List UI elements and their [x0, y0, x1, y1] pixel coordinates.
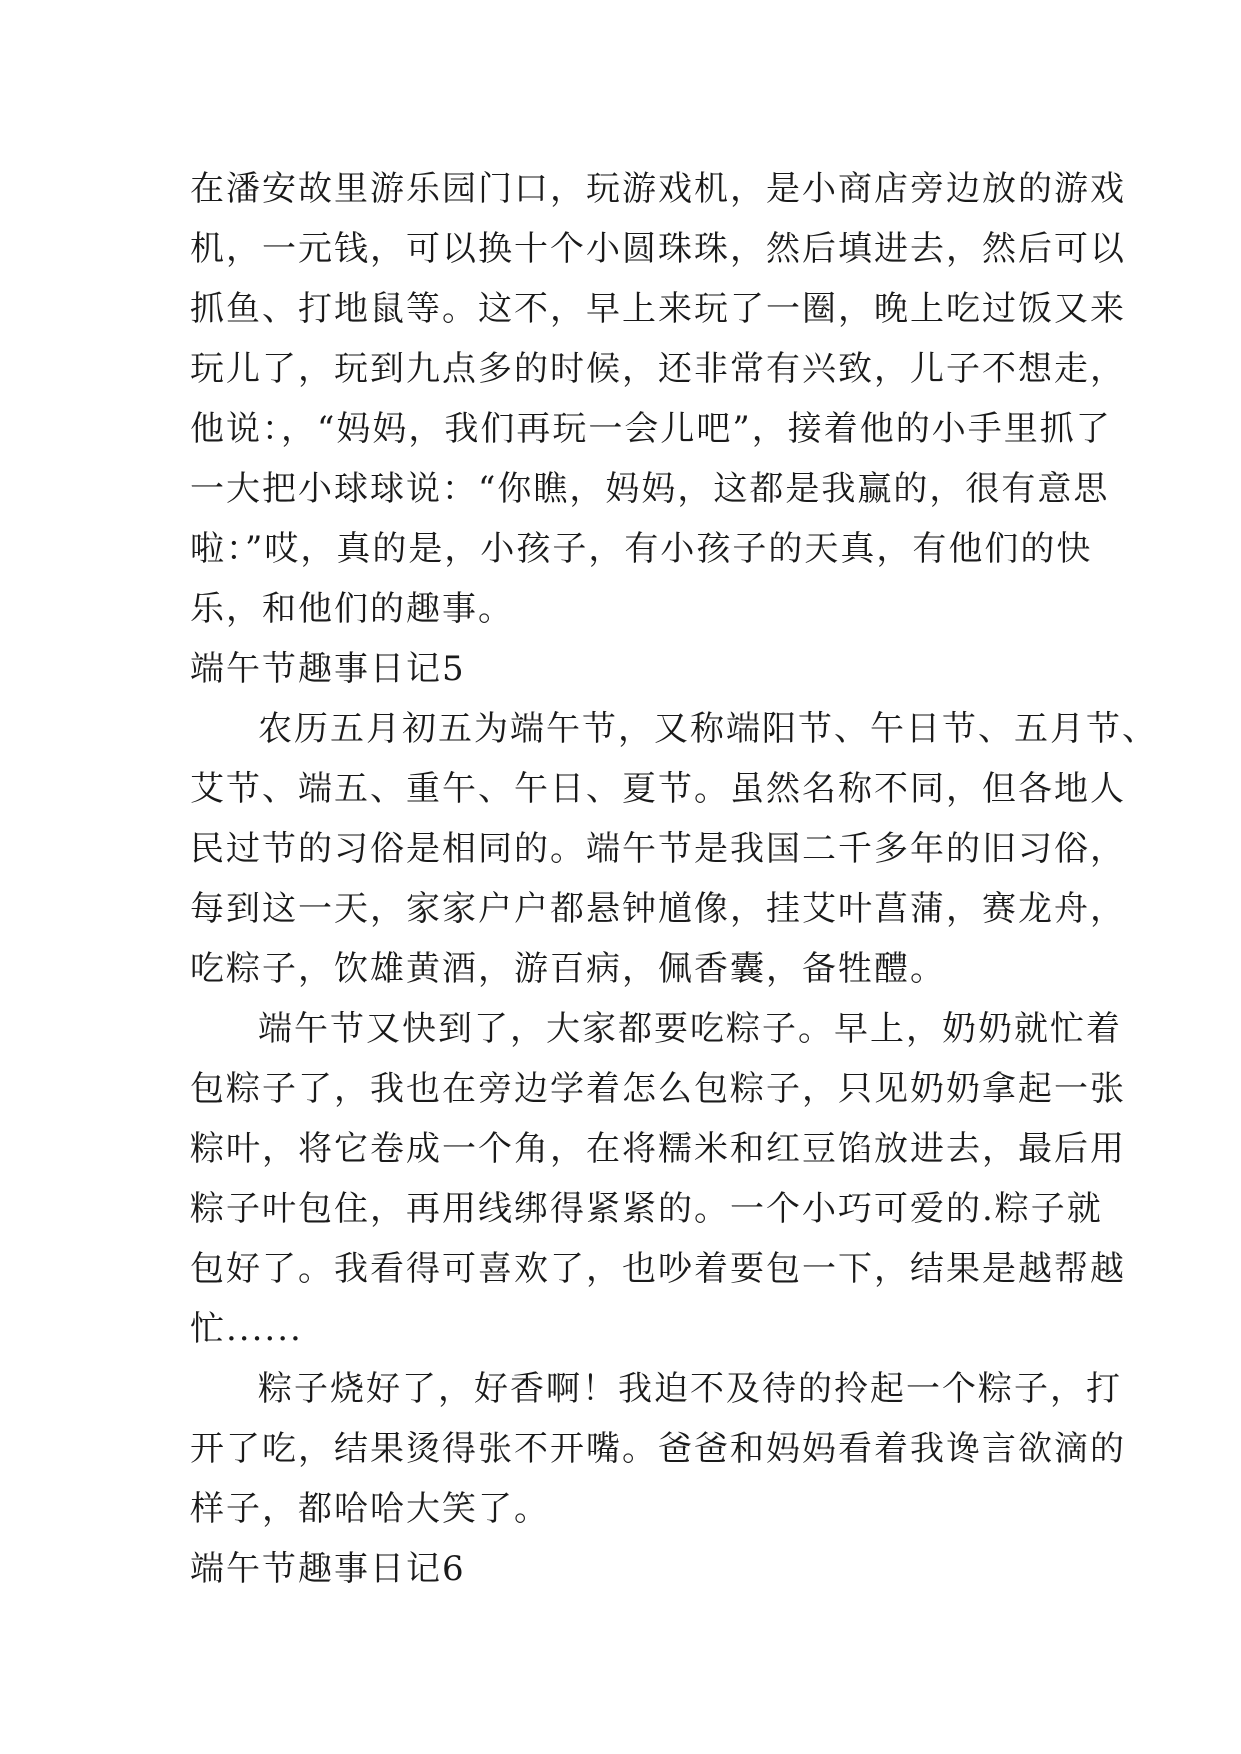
text-line: 端午节又快到了，大家都要吃粽子。早上，奶奶就忙着	[258, 1009, 1122, 1049]
text-line: 机，一元钱，可以换十个小圆珠珠，然后填进去，然后可以	[190, 229, 1126, 269]
text-line: 艾节、端五、重午、午日、夏节。虽然名称不同，但各地人	[190, 769, 1126, 809]
text-line: 忙......	[190, 1309, 303, 1349]
text-line: 样子，都哈哈大笑了。	[190, 1489, 550, 1529]
text-line: 粽子烧好了，好香啊！我迫不及待的拎起一个粽子，打	[258, 1369, 1122, 1409]
section-heading: 端午节趣事日记5	[190, 649, 466, 689]
section-heading: 端午节趣事日记6	[190, 1549, 466, 1589]
text-line: 他说：，“妈妈，我们再玩一会儿吧”，接着他的小手里抓了	[190, 409, 1112, 449]
text-line: 粽子叶包住，再用线绑得紧紧的。一个小巧可爱的.粽子就	[190, 1189, 1103, 1229]
text-line: 开了吃，结果烫得张不开嘴。爸爸和妈妈看着我谗言欲滴的	[190, 1429, 1126, 1469]
text-line: 玩儿了，玩到九点多的时候，还非常有兴致，儿子不想走，	[190, 349, 1126, 389]
text-line: 农历五月初五为端午节，又称端阳节、午日节、五月节、	[258, 709, 1158, 749]
text-line: 抓鱼、打地鼠等。这不，早上来玩了一圈，晚上吃过饭又来	[190, 289, 1126, 329]
text-line: 民过节的习俗是相同的。端午节是我国二千多年的旧习俗，	[190, 829, 1126, 869]
text-line: 一大把小球球说：“你瞧，妈妈，这都是我赢的，很有意思	[190, 469, 1110, 509]
text-line: 吃粽子，饮雄黄酒，游百病，佩香囊，备牲醴。	[190, 949, 946, 989]
text-line: 每到这一天，家家户户都悬钟馗像，挂艾叶菖蒲，赛龙舟，	[190, 889, 1126, 929]
text-line: 包粽子了，我也在旁边学着怎么包粽子，只见奶奶拿起一张	[190, 1069, 1126, 1109]
text-line: 乐，和他们的趣事。	[190, 589, 514, 629]
text-line: 粽叶，将它卷成一个角，在将糯米和红豆馅放进去，最后用	[190, 1129, 1126, 1169]
text-line: 包好了。我看得可喜欢了，也吵着要包一下，结果是越帮越	[190, 1249, 1126, 1289]
text-line: 啦：”哎，真的是，小孩子，有小孩子的天真，有他们的快	[190, 529, 1093, 569]
text-line: 在潘安故里游乐园门口，玩游戏机，是小商店旁边放的游戏	[190, 169, 1126, 209]
